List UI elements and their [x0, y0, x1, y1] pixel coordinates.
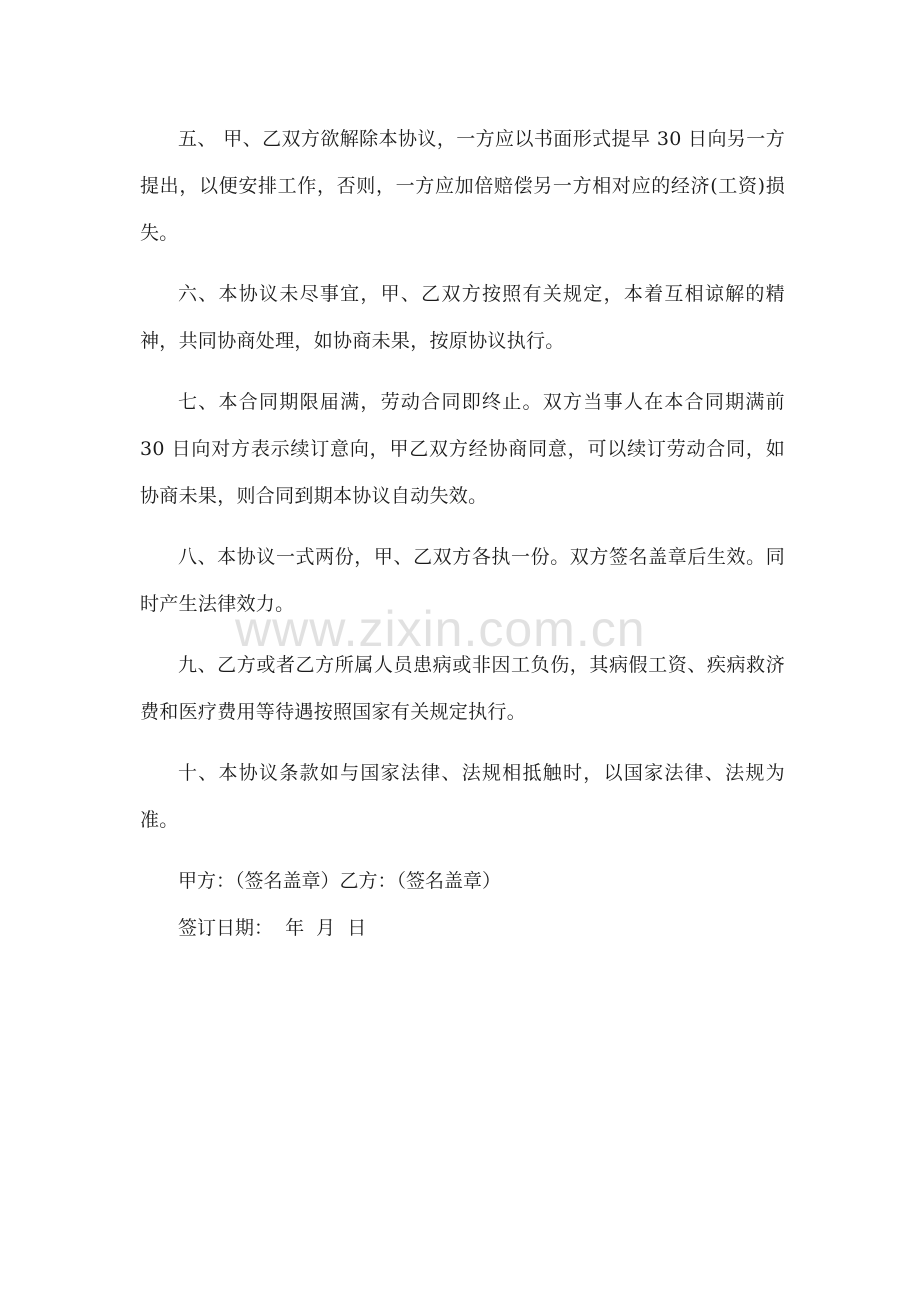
clause-8: 八、本协议一式两份，甲、乙双方各执一份。双方签名盖章后生效。同时产生法律效力。	[140, 546, 785, 615]
clause-10: 十、本协议条款如与国家法律、法规相抵触时，以国家法律、法规为准。	[140, 762, 785, 831]
signing-date-line: 签订日期： 年 月 日	[178, 917, 367, 939]
clause-9: 九、乙方或者乙方所属人员患病或非因工负伤，其病假工资、疾病救济费和医疗费用等待遇按照国家有关规定执行。	[140, 654, 785, 723]
clause-6: 六、本协议未尽事宜，甲、乙双方按照有关规定，本着互相谅解的精神，共同协商处理，如协商未果，按原协议执行。	[140, 283, 785, 352]
clause-5: 五、 甲、乙双方欲解除本协议，一方应以书面形式提早 30 日向另一方提出，以便安排工作，否则，一方应加倍赔偿另一方相对应的经济(工资)损失。	[140, 128, 785, 244]
clause-7: 七、本合同期限届满，劳动合同即终止。双方当事人在本合同期满前 30 日向对方表示续订意向，甲乙双方经协商同意，可以续订劳动合同，如协商未果，则合同到期本协议自动失效。	[140, 391, 785, 507]
watermark: www.zixin.com.cn	[235, 601, 646, 657]
signature-line: 甲方：（签名盖章）乙方：（签名盖章）	[178, 870, 502, 892]
document-body	[140, 116, 785, 952]
